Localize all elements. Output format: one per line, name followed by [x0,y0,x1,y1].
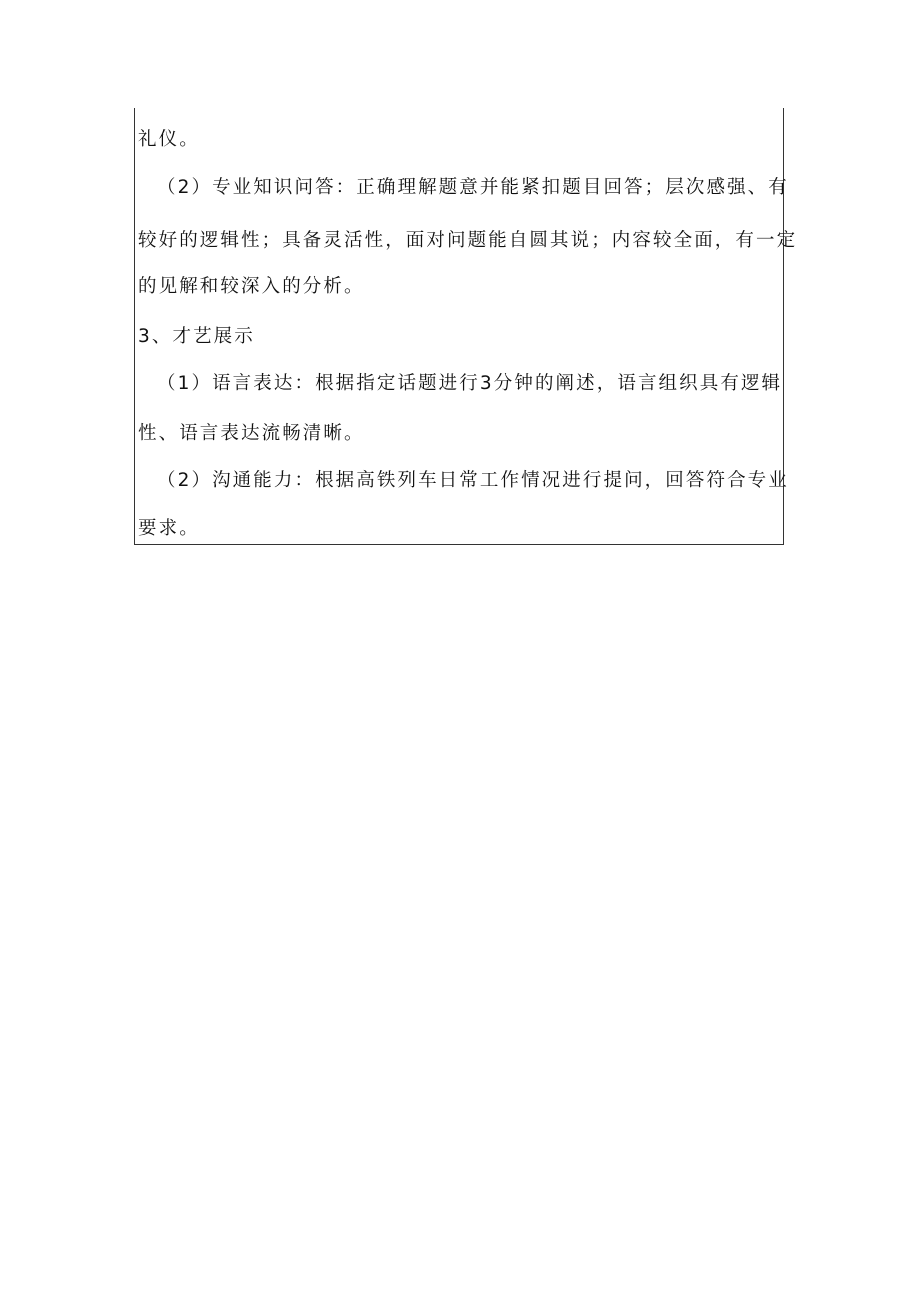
text-line-communication-ability-end: 要求。 [138,518,200,539]
text-line-language-expression-end: 性、语言表达流畅清晰。 [138,423,365,444]
text-line-communication-ability: （2）沟通能力：根据高铁列车日常工作情况进行提问，回答符合专业 [157,470,789,491]
text-line-professional-knowledge: （2）专业知识问答：正确理解题意并能紧扣题目回答；层次感强、有 [157,177,789,198]
text-line-language-expression: （1）语言表达：根据指定话题进行3分钟的阐述，语言组织具有逻辑 [157,373,783,394]
section-heading-talent-show: 3、才艺展示 [138,326,255,347]
text-line-etiquette-end: 礼仪。 [138,129,200,150]
requirements-table-cell [134,108,798,545]
text-line-professional-knowledge-end: 的见解和较深入的分析。 [138,276,365,297]
text-line-professional-knowledge-cont: 较好的逻辑性；具备灵活性，面对问题能自圆其说；内容较全面，有一定 [138,230,798,251]
